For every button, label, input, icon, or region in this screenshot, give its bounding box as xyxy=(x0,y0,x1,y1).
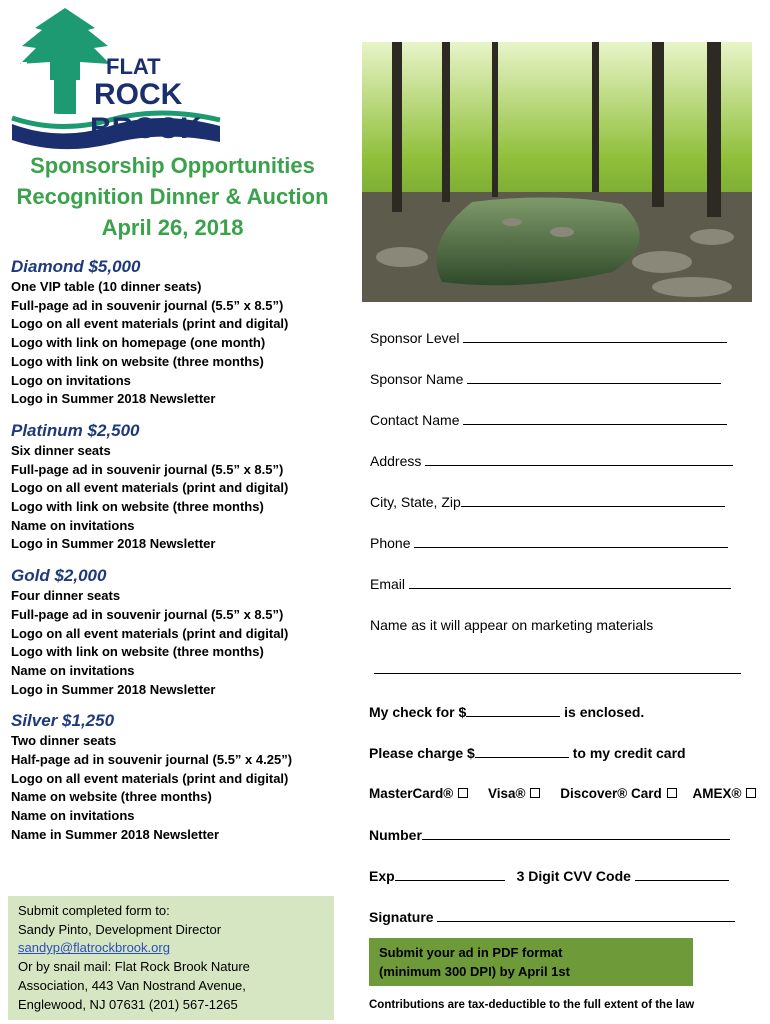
card-number-field[interactable] xyxy=(369,826,730,844)
tier-benefit: Name on invitations xyxy=(11,808,135,824)
tier-title: Silver $1,250 xyxy=(11,711,115,731)
tier-platinum xyxy=(11,420,351,554)
field-label: Email xyxy=(370,576,406,592)
tier-benefit: Full-page ad in souvenir journal (5.5” x 8.5”) xyxy=(11,461,284,477)
tier-benefit: Name in Summer 2018 Newsletter xyxy=(11,826,220,842)
pdf-note-line: (minimum 300 DPI) by April 1st xyxy=(379,964,570,979)
cvv-label: 3 Digit CVV Code xyxy=(516,868,631,884)
logo-text-rock: ROCK xyxy=(94,78,183,111)
charge-suffix: to my credit card xyxy=(572,745,686,761)
charge-amount-line[interactable] xyxy=(475,745,569,758)
fill-in-line[interactable] xyxy=(414,535,728,548)
fill-in-line[interactable] xyxy=(467,371,721,384)
tier-benefit: Name on invitations xyxy=(11,662,135,678)
flat-rock-brook-logo xyxy=(10,6,225,150)
contact-email-link[interactable]: sandyp@flatrockbrook.org xyxy=(18,940,170,956)
check-enclosed-line xyxy=(369,703,644,721)
charge-prefix: Please charge $ xyxy=(369,745,475,761)
submit-line: Or by snail mail: Flat Rock Brook Nature xyxy=(18,959,250,975)
field-label: Phone xyxy=(370,535,411,551)
city-state-zip-field[interactable] xyxy=(370,493,725,511)
submit-line: Association, 443 Van Nostrand Avenue, xyxy=(18,977,246,993)
fill-in-line[interactable] xyxy=(422,827,730,840)
sponsorship-tiers xyxy=(11,256,351,856)
exp-label: Exp xyxy=(369,868,395,884)
submit-line: Sandy Pinto, Development Director xyxy=(18,921,222,937)
title-line-1: Sponsorship Opportunities xyxy=(30,153,315,178)
tier-benefit: Two dinner seats xyxy=(11,733,117,749)
signature-field[interactable] xyxy=(369,908,735,926)
tier-benefit: Logo on invitations xyxy=(11,372,131,388)
fill-in-line[interactable] xyxy=(409,576,731,589)
marketing-name-field[interactable] xyxy=(374,660,741,678)
field-label: Sponsor Name xyxy=(370,371,464,387)
tier-gold xyxy=(11,565,351,699)
tier-benefit: Logo with link on homepage (one month) xyxy=(11,335,266,351)
phone-field[interactable] xyxy=(370,534,728,552)
checkbox-icon[interactable] xyxy=(667,788,677,798)
check-prefix: My check for $ xyxy=(369,704,467,720)
tier-benefit: Logo in Summer 2018 Newsletter xyxy=(11,536,216,552)
field-label: Sponsor Level xyxy=(370,330,460,346)
tier-benefit: Logo on all event materials (print and digital) xyxy=(11,625,289,641)
tier-silver xyxy=(11,710,351,844)
fill-in-line[interactable] xyxy=(463,330,727,343)
submit-line: Englewood, NJ 07631 (201) 567-1265 xyxy=(18,996,238,1012)
tier-diamond xyxy=(11,256,351,409)
tax-deductible-note: Contributions are tax-deductible to the full extent of the law xyxy=(369,999,695,1011)
tier-benefit: Four dinner seats xyxy=(11,588,121,604)
marketing-name-label: Name as it will appear on marketing materials xyxy=(370,617,654,633)
tier-benefit: Six dinner seats xyxy=(11,442,111,458)
tier-benefit: Logo with link on website (three months) xyxy=(11,644,264,660)
email-field[interactable] xyxy=(370,575,731,593)
field-label: Number xyxy=(369,827,422,843)
tier-benefit: Full-page ad in souvenir journal (5.5” x 8.5”) xyxy=(11,606,284,622)
title-line-3: April 26, 2018 xyxy=(101,215,244,240)
pdf-note-line: Submit your ad in PDF format xyxy=(379,945,563,960)
submit-line: Submit completed form to: xyxy=(18,903,170,918)
check-amount-line[interactable] xyxy=(466,704,560,717)
title-line-2: Recognition Dinner & Auction xyxy=(16,184,329,209)
tier-benefit: Logo with link on website (three months) xyxy=(11,353,264,369)
tier-benefit: Logo in Summer 2018 Newsletter xyxy=(11,681,216,697)
tier-benefit: Half-page ad in souvenir journal (5.5” x 4.25”) xyxy=(11,752,293,768)
address-field[interactable] xyxy=(370,452,733,470)
sponsor-name-field[interactable] xyxy=(370,370,721,388)
field-label: Contact Name xyxy=(370,412,460,428)
tier-title: Gold $2,000 xyxy=(11,566,107,586)
exp-fill-line[interactable] xyxy=(395,868,505,881)
charge-card-line xyxy=(369,744,686,762)
cvv-fill-line[interactable] xyxy=(635,868,729,881)
contact-name-field[interactable] xyxy=(370,411,727,429)
tier-benefit: Full-page ad in souvenir journal (5.5” x 8.5”) xyxy=(11,297,284,313)
tier-benefit: Logo on all event materials (print and digital) xyxy=(11,480,289,496)
checkbox-icon[interactable] xyxy=(458,788,468,798)
card-option-visa[interactable]: Visa® xyxy=(488,786,540,801)
tier-benefit: Logo on all event materials (print and digital) xyxy=(11,770,289,786)
card-type-options xyxy=(369,785,756,803)
fill-in-line[interactable] xyxy=(461,494,725,507)
check-suffix: is enclosed. xyxy=(564,704,645,720)
tier-benefit: Logo on all event materials (print and digital) xyxy=(11,316,289,332)
tier-title: Diamond $5,000 xyxy=(11,257,141,276)
field-label: Signature xyxy=(369,909,434,925)
field-label: Address xyxy=(370,453,422,469)
pdf-submission-note xyxy=(369,938,693,986)
tier-benefit: Logo with link on website (three months) xyxy=(11,499,264,515)
field-label: City, State, Zip xyxy=(370,494,461,510)
fill-in-line[interactable] xyxy=(463,412,727,425)
tier-benefit: Logo in Summer 2018 Newsletter xyxy=(11,391,216,407)
logo-text-brook: BROOK xyxy=(90,112,202,145)
card-option-mastercard[interactable]: MasterCard® xyxy=(369,786,468,801)
tier-benefit: Name on invitations xyxy=(11,517,135,533)
forest-stream-photo xyxy=(362,42,752,302)
fill-in-line[interactable] xyxy=(437,909,735,922)
tier-title: Platinum $2,500 xyxy=(11,420,140,440)
logo-text-flat: FLAT xyxy=(106,54,161,79)
tier-benefit: One VIP table (10 dinner seats) xyxy=(11,279,202,294)
card-option-discover[interactable]: Discover® Card xyxy=(560,786,677,801)
page-title xyxy=(0,150,345,243)
checkbox-icon[interactable] xyxy=(530,788,540,798)
card-option-amex[interactable]: AMEX® xyxy=(693,786,757,801)
fill-in-line[interactable] xyxy=(425,453,733,466)
checkbox-icon[interactable] xyxy=(746,788,756,798)
submit-instructions xyxy=(8,896,334,1020)
fill-in-line[interactable] xyxy=(374,661,741,674)
tier-benefit: Name on website (three months) xyxy=(11,789,212,805)
sponsor-level-field[interactable] xyxy=(370,329,727,347)
expiration-cvv-line xyxy=(369,867,729,885)
